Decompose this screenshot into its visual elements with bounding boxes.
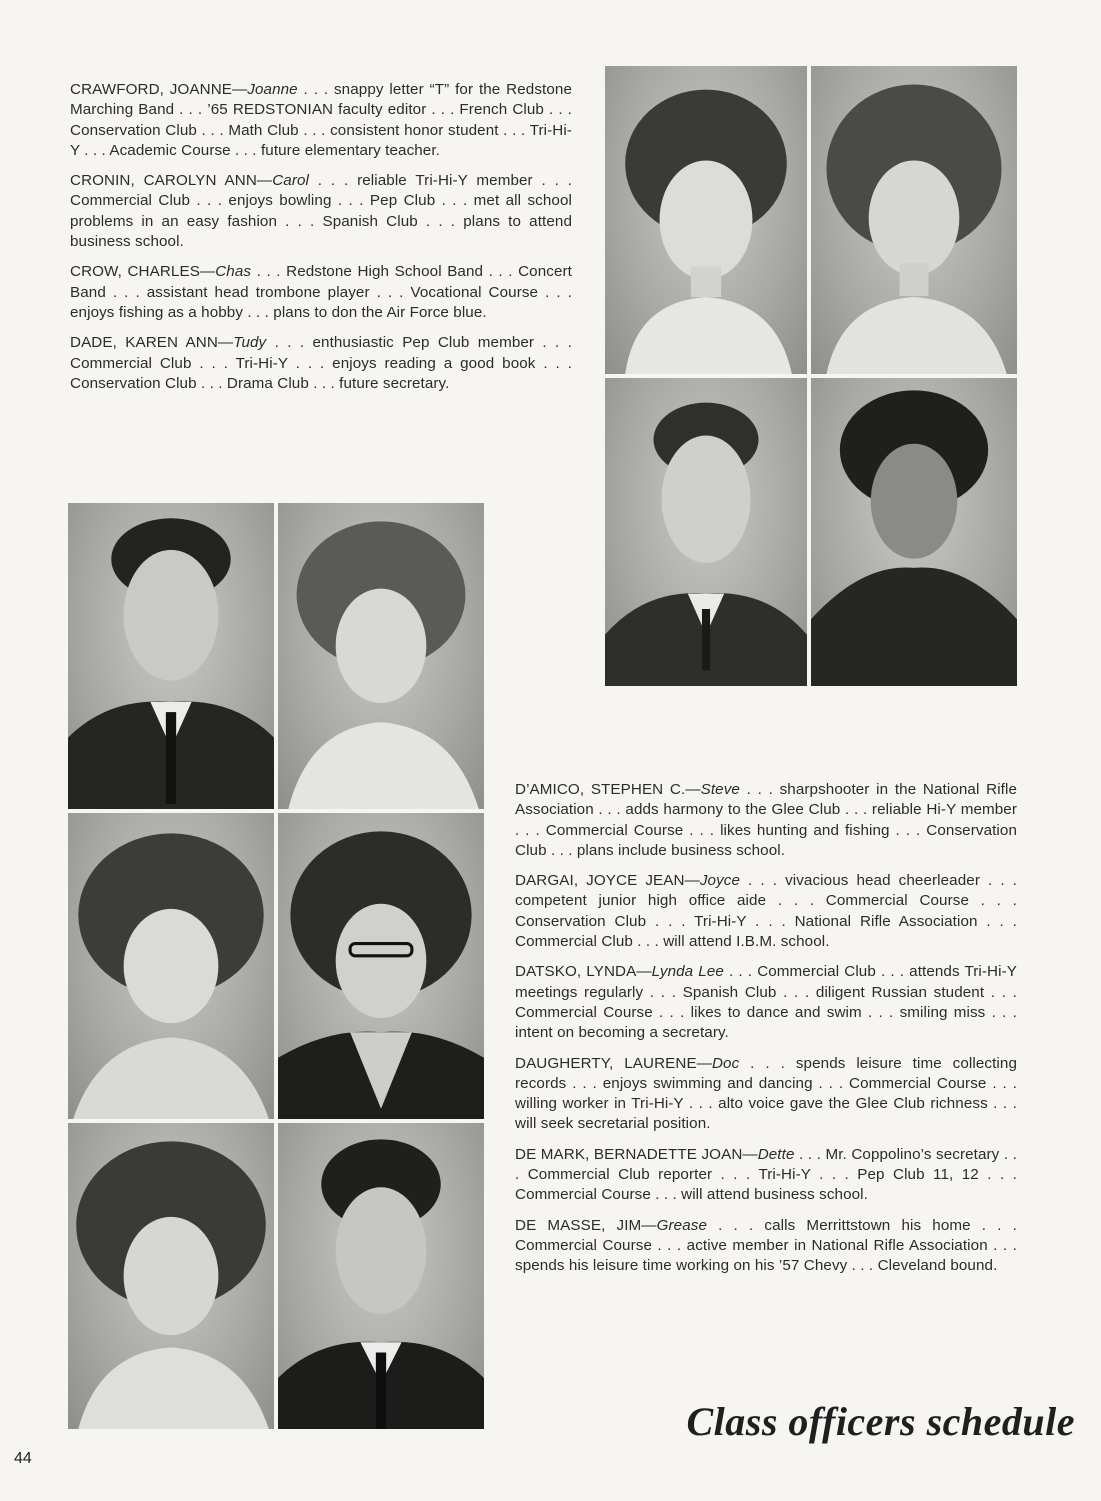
student-name: DADE, KAREN ANN— — [70, 334, 234, 352]
student-name: DARGAI, JOYCE JEAN— — [515, 872, 700, 890]
portrait-grid-top-right — [605, 66, 1017, 686]
bio-entry — [70, 80, 572, 161]
footer-heading: Class officers schedule — [686, 1399, 1075, 1444]
student-activities: . . . enthusiastic Pep Club member . . . Commercial Club . . . Tri-Hi-Y . . . enjoys reading a good book . . . Conservation Club . . . Drama Club . . . future secretary. — [70, 334, 572, 392]
page-number: 44 — [14, 1450, 32, 1467]
portrait-photo — [68, 503, 274, 809]
student-activities: . . . spends leisure time collecting records . . . enjoys swimming and dancing . . . Commercial Course . . . willing worker in Tri-Hi-Y . . . alto voice gave the Glee Club richness . . . will seek secretarial position. — [515, 1054, 1017, 1133]
bio-entry — [515, 1054, 1017, 1135]
student-nickname: Tudy — [233, 334, 267, 352]
bio-entry — [515, 1145, 1017, 1206]
student-nickname: Carol — [272, 172, 309, 190]
portrait-photo — [605, 66, 807, 374]
student-nickname: Dette — [757, 1145, 795, 1163]
bio-entry — [70, 171, 572, 252]
bio-entry — [515, 1216, 1017, 1277]
student-activities: . . . sharpshooter in the National Rifle Association . . . adds harmony to the Glee Club . . . reliable Hi-Y member . . . Commercial Course . . . likes hunting and fishing . . . Conservation Club . . . plans include business school. — [515, 781, 1018, 859]
student-name: CROW, CHARLES— — [70, 263, 216, 281]
portrait-grid-left — [68, 503, 484, 1429]
student-nickname: Joyce — [699, 872, 741, 890]
student-name: DATSKO, LYNDA— — [515, 963, 652, 981]
portrait-photo — [278, 1123, 484, 1429]
bio-column-bottom — [515, 780, 1017, 1287]
student-name: DAUGHERTY, LAURENE— — [515, 1054, 712, 1072]
student-nickname: Doc — [711, 1054, 740, 1072]
bio-column-top — [70, 80, 572, 404]
student-activities: . . . Commercial Club . . . attends Tri-Hi-Y meetings regularly . . . Spanish Club . . . diligent Russian student . . . Commercial Course . . . likes to dance and swim . . . smiling miss . . . intent on becoming a secretary. — [515, 963, 1017, 1042]
bio-entry — [70, 262, 572, 323]
student-name: CRAWFORD, JOANNE— — [70, 81, 248, 98]
portrait-photo — [811, 66, 1017, 374]
portrait-photo — [605, 378, 807, 686]
student-activities: . . . Redstone High School Band . . . Concert Band . . . assistant head trombone player . . . Vocational Course . . . enjoys fishing as a hobby . . . plans to don the Air Force blue. — [70, 263, 572, 321]
student-name: DE MASSE, JIM— — [515, 1216, 657, 1234]
bio-entry — [515, 871, 1017, 952]
student-nickname: Grease — [656, 1216, 707, 1234]
portrait-photo — [68, 1123, 274, 1429]
student-name: D’AMICO, STEPHEN C.— — [515, 781, 701, 798]
portrait-photo — [278, 503, 484, 809]
bio-entry — [515, 962, 1017, 1043]
student-activities: . . . calls Merrittstown his home . . . Commercial Course . . . active member in National Rifle Association . . . spends his leisure time working on his ’57 Chevy . . . Cleveland bound. — [515, 1216, 1017, 1275]
student-activities: . . . Mr. Coppolino’s secretary . . . Commercial Club reporter . . . Tri-Hi-Y . . . Pep Club 11, 12 . . . Commercial Course . . . will attend business school. — [515, 1145, 1017, 1204]
student-nickname: Lynda Lee — [651, 963, 724, 981]
student-nickname: Chas — [215, 263, 252, 281]
bio-entry — [70, 333, 572, 394]
student-activities: . . . reliable Tri-Hi-Y member . . . Commercial Club . . . enjoys bowling . . . Pep Club . . . met all school problems in an easy fashion . . . Spanish Club . . . plans to attend business school. — [70, 172, 572, 251]
portrait-photo — [68, 813, 274, 1119]
student-nickname: Steve — [700, 781, 740, 798]
student-name: CRONIN, CAROLYN ANN— — [70, 172, 273, 190]
portrait-photo — [278, 813, 484, 1119]
student-nickname: Joanne — [247, 81, 298, 98]
student-name: DE MARK, BERNADETTE JOAN— — [515, 1145, 758, 1163]
student-activities: . . . snappy letter “T” for the Redstone Marching Band . . . ’65 REDSTONIAN faculty editor . . . French Club . . . Conservation Club . . . Math Club . . . consistent honor student . . . Tri-Hi-Y . . . Academic Course . . . future elementary teacher. — [70, 81, 572, 159]
portrait-photo — [811, 378, 1017, 686]
student-activities: . . . vivacious head cheerleader . . . competent junior high office aide . . . Commercial Course . . . Conservation Club . . . Tri-Hi-Y . . . National Rifle Association . . . Commercial Club . . . will attend I.B.M. school. — [515, 872, 1017, 951]
bio-entry — [515, 780, 1017, 861]
